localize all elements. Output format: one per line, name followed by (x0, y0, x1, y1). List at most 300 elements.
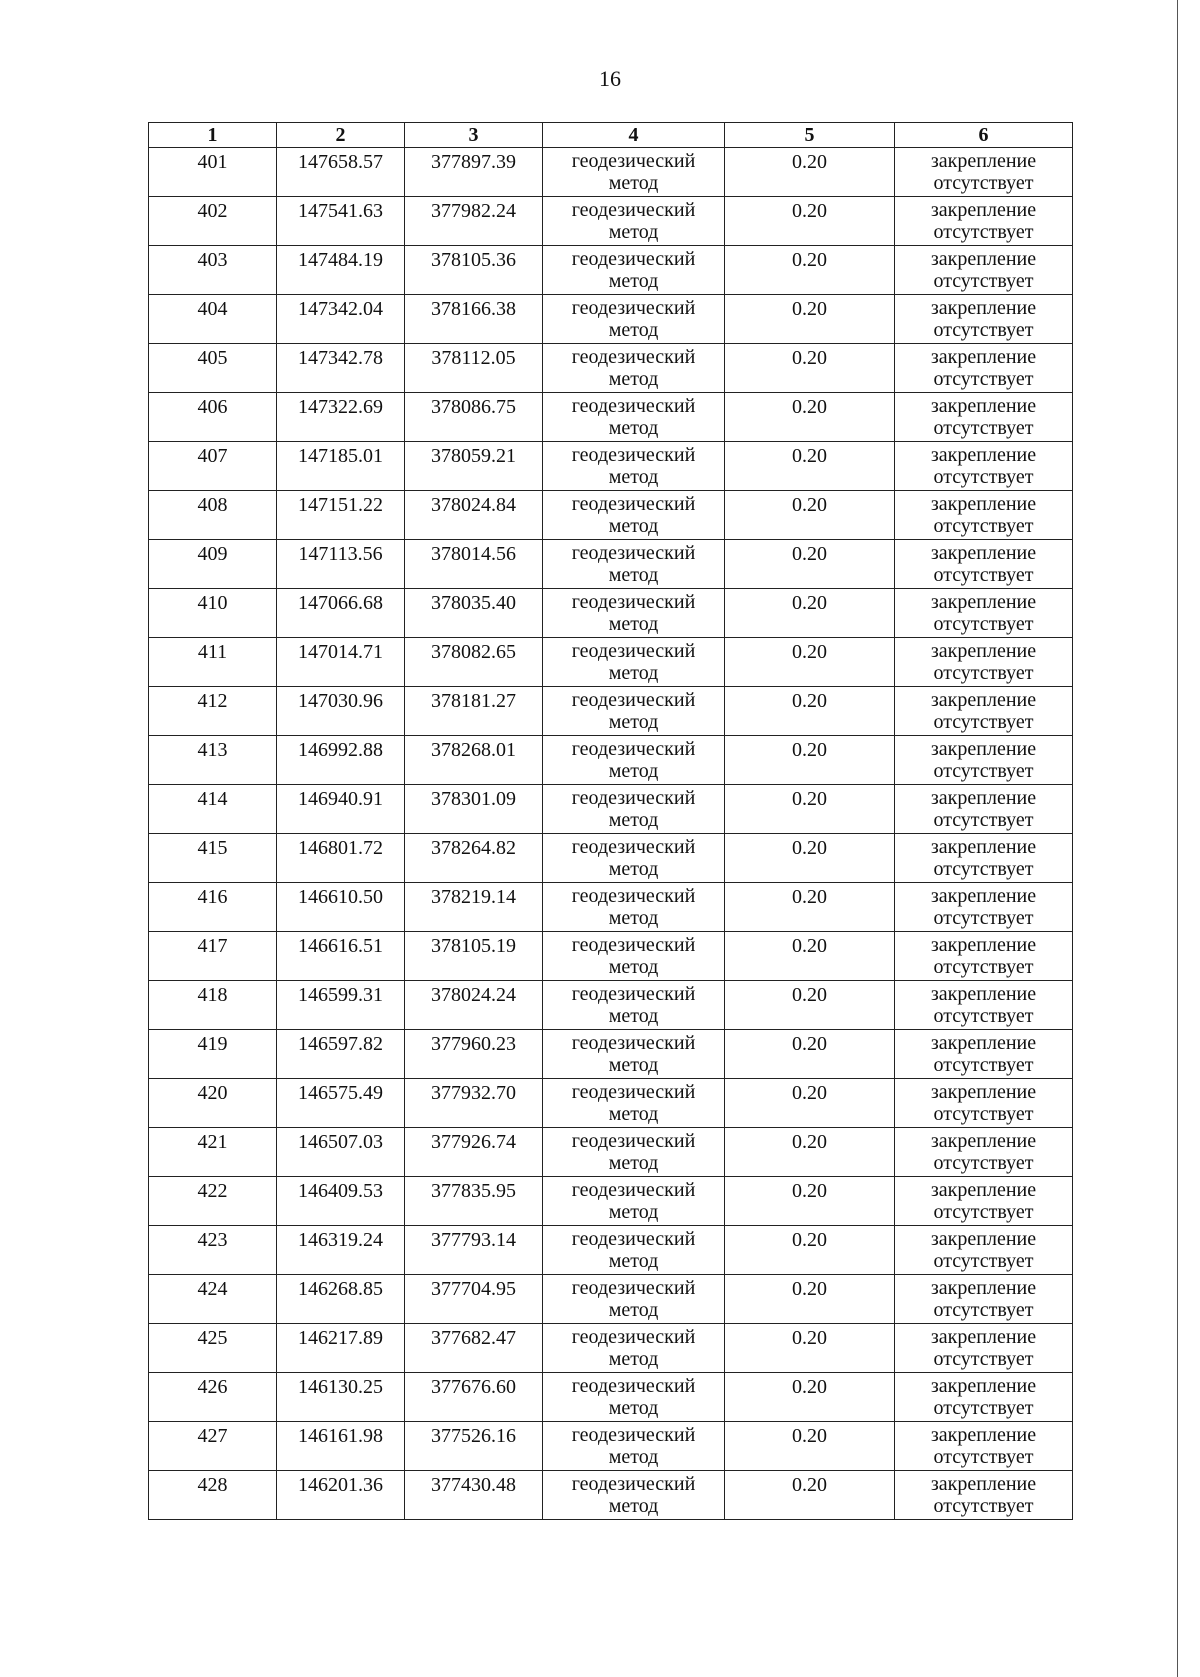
y-coordinate: 377704.95 (431, 1278, 516, 1300)
fixing-cell (895, 1079, 1073, 1128)
y-coordinate: 377932.70 (431, 1082, 516, 1104)
x-coordinate-cell (277, 197, 405, 246)
x-coordinate-cell (277, 1128, 405, 1177)
y-coordinate-cell (405, 638, 543, 687)
x-coordinate: 147113.56 (298, 543, 383, 565)
fixing-line-2: отсутствует (933, 1005, 1034, 1027)
method-line-2: метод (608, 1103, 659, 1125)
method-line-2: метод (608, 1348, 659, 1370)
accuracy-value: 0.20 (792, 886, 827, 908)
x-coordinate-cell (277, 1177, 405, 1226)
accuracy-value: 0.20 (792, 1180, 827, 1202)
x-coordinate-cell (277, 932, 405, 981)
point-number-cell (149, 785, 277, 834)
point-number-cell (149, 1128, 277, 1177)
fixing-line-1: закрепление (930, 1375, 1037, 1397)
table-row (149, 344, 1073, 393)
fixing-line-1: закрепление (930, 248, 1037, 270)
point-number-cell (149, 981, 277, 1030)
method-cell (543, 540, 725, 589)
y-coordinate-cell (405, 736, 543, 785)
accuracy-cell (725, 295, 895, 344)
fixing-cell (895, 1324, 1073, 1373)
x-coordinate-cell (277, 1275, 405, 1324)
x-coordinate-cell (277, 1373, 405, 1422)
method-line-1: геодезический (571, 885, 696, 907)
accuracy-cell (725, 638, 895, 687)
method-line-2: метод (608, 466, 659, 488)
point-number: 420 (197, 1082, 228, 1104)
column-header-6: 6 (895, 123, 1073, 148)
accuracy-value: 0.20 (792, 984, 827, 1006)
fixing-line-2: отсутствует (933, 319, 1034, 341)
method-line-2: метод (608, 1201, 659, 1223)
table-row (149, 1079, 1073, 1128)
method-cell (543, 1226, 725, 1275)
method-line-1: геодезический (571, 1130, 696, 1152)
x-coordinate: 147342.78 (298, 347, 383, 369)
method-line-1: геодезический (571, 934, 696, 956)
fixing-cell (895, 148, 1073, 197)
method-line-2: метод (608, 368, 659, 390)
x-coordinate: 146130.25 (298, 1376, 383, 1398)
x-coordinate: 146201.36 (298, 1474, 383, 1496)
y-coordinate: 378301.09 (431, 788, 516, 810)
y-coordinate-cell (405, 393, 543, 442)
x-coordinate: 146610.50 (298, 886, 383, 908)
fixing-cell (895, 442, 1073, 491)
method-line-2: метод (608, 956, 659, 978)
method-cell (543, 246, 725, 295)
point-number-cell (149, 197, 277, 246)
y-coordinate: 377682.47 (431, 1327, 516, 1349)
method-cell (543, 687, 725, 736)
method-line-2: метод (608, 760, 659, 782)
accuracy-value: 0.20 (792, 1131, 827, 1153)
point-number: 415 (197, 837, 228, 859)
table-row (149, 785, 1073, 834)
accuracy-cell (725, 1226, 895, 1275)
y-coordinate-cell (405, 246, 543, 295)
accuracy-value: 0.20 (792, 347, 827, 369)
accuracy-value: 0.20 (792, 200, 827, 222)
point-number: 423 (197, 1229, 228, 1251)
fixing-line-2: отсутствует (933, 809, 1034, 831)
accuracy-cell (725, 344, 895, 393)
method-line-1: геодезический (571, 493, 696, 515)
fixing-cell (895, 1275, 1073, 1324)
accuracy-value: 0.20 (792, 1033, 827, 1055)
y-coordinate-cell (405, 883, 543, 932)
fixing-cell (895, 540, 1073, 589)
table-row (149, 393, 1073, 442)
coordinates-table (148, 122, 1073, 1520)
x-coordinate-cell (277, 883, 405, 932)
column-header-2: 2 (277, 123, 405, 148)
accuracy-value: 0.20 (792, 739, 827, 761)
fixing-line-2: отсутствует (933, 1299, 1034, 1321)
fixing-line-2: отсутствует (933, 368, 1034, 390)
point-number: 403 (197, 249, 228, 271)
point-number-cell (149, 638, 277, 687)
point-number: 409 (197, 543, 228, 565)
point-number: 401 (197, 151, 228, 173)
point-number-cell (149, 344, 277, 393)
x-coordinate: 146409.53 (298, 1180, 383, 1202)
point-number-cell (149, 1471, 277, 1520)
column-header-5: 5 (725, 123, 895, 148)
x-coordinate-cell (277, 1226, 405, 1275)
fixing-line-2: отсутствует (933, 1054, 1034, 1076)
table-row (149, 295, 1073, 344)
y-coordinate: 377960.23 (431, 1033, 516, 1055)
y-coordinate-cell (405, 1030, 543, 1079)
table-row (149, 1275, 1073, 1324)
method-line-1: геодезический (571, 836, 696, 858)
accuracy-value: 0.20 (792, 445, 827, 467)
method-line-2: метод (608, 1299, 659, 1321)
accuracy-cell (725, 687, 895, 736)
table-row (149, 1128, 1073, 1177)
x-coordinate-cell (277, 687, 405, 736)
x-coordinate-cell (277, 834, 405, 883)
y-coordinate: 378014.56 (431, 543, 516, 565)
x-coordinate: 146268.85 (298, 1278, 383, 1300)
accuracy-cell (725, 589, 895, 638)
y-coordinate-cell (405, 491, 543, 540)
method-line-1: геодезический (571, 444, 696, 466)
y-coordinate-cell (405, 1128, 543, 1177)
fixing-line-1: закрепление (930, 1081, 1037, 1103)
fixing-line-2: отсутствует (933, 1201, 1034, 1223)
accuracy-cell (725, 883, 895, 932)
accuracy-value: 0.20 (792, 837, 827, 859)
x-coordinate-cell (277, 540, 405, 589)
table-row (149, 491, 1073, 540)
accuracy-value: 0.20 (792, 151, 827, 173)
y-coordinate: 378035.40 (431, 592, 516, 614)
accuracy-value: 0.20 (792, 396, 827, 418)
y-coordinate: 378086.75 (431, 396, 516, 418)
method-line-2: метод (608, 809, 659, 831)
y-coordinate: 378105.19 (431, 935, 516, 957)
fixing-cell (895, 883, 1073, 932)
fixing-cell (895, 393, 1073, 442)
fixing-line-1: закрепление (930, 836, 1037, 858)
x-coordinate: 147185.01 (298, 445, 383, 467)
x-coordinate: 146599.31 (298, 984, 383, 1006)
y-coordinate: 378024.24 (431, 984, 516, 1006)
x-coordinate-cell (277, 295, 405, 344)
x-coordinate: 146575.49 (298, 1082, 383, 1104)
method-line-2: метод (608, 564, 659, 586)
fixing-line-1: закрепление (930, 346, 1037, 368)
accuracy-cell (725, 148, 895, 197)
point-number: 406 (197, 396, 228, 418)
point-number-cell (149, 246, 277, 295)
y-coordinate: 378264.82 (431, 837, 516, 859)
fixing-cell (895, 1422, 1073, 1471)
method-line-1: геодезический (571, 1228, 696, 1250)
accuracy-cell (725, 1324, 895, 1373)
y-coordinate-cell (405, 148, 543, 197)
fixing-line-2: отсутствует (933, 1348, 1034, 1370)
table-row (149, 981, 1073, 1030)
fixing-line-1: закрепление (930, 983, 1037, 1005)
fixing-line-2: отсутствует (933, 662, 1034, 684)
fixing-line-1: закрепление (930, 199, 1037, 221)
fixing-line-2: отсутствует (933, 515, 1034, 537)
fixing-line-1: закрепление (930, 1032, 1037, 1054)
method-line-1: геодезический (571, 1179, 696, 1201)
point-number: 412 (197, 690, 228, 712)
accuracy-cell (725, 393, 895, 442)
accuracy-cell (725, 1177, 895, 1226)
fixing-cell (895, 785, 1073, 834)
method-line-2: метод (608, 858, 659, 880)
method-line-1: геодезический (571, 346, 696, 368)
accuracy-cell (725, 736, 895, 785)
fixing-line-2: отсутствует (933, 1250, 1034, 1272)
fixing-line-1: закрепление (930, 542, 1037, 564)
fixing-line-2: отсутствует (933, 1152, 1034, 1174)
y-coordinate: 377526.16 (431, 1425, 516, 1447)
point-number: 416 (197, 886, 228, 908)
page-edge-line (1177, 0, 1178, 1677)
y-coordinate-cell (405, 589, 543, 638)
point-number-cell (149, 1422, 277, 1471)
x-coordinate: 146507.03 (298, 1131, 383, 1153)
x-coordinate-cell (277, 1030, 405, 1079)
x-coordinate: 146161.98 (298, 1425, 383, 1447)
point-number: 418 (197, 984, 228, 1006)
accuracy-cell (725, 540, 895, 589)
fixing-cell (895, 981, 1073, 1030)
table-row (149, 1471, 1073, 1520)
fixing-line-1: закрепление (930, 934, 1037, 956)
y-coordinate-cell (405, 1177, 543, 1226)
fixing-cell (895, 1471, 1073, 1520)
fixing-line-1: закрепление (930, 297, 1037, 319)
point-number: 405 (197, 347, 228, 369)
method-cell (543, 1275, 725, 1324)
column-header-4: 4 (543, 123, 725, 148)
x-coordinate: 146217.89 (298, 1327, 383, 1349)
method-line-2: метод (608, 1054, 659, 1076)
x-coordinate: 146616.51 (298, 935, 383, 957)
point-number-cell (149, 736, 277, 785)
accuracy-value: 0.20 (792, 1082, 827, 1104)
y-coordinate-cell (405, 1373, 543, 1422)
y-coordinate: 377793.14 (431, 1229, 516, 1251)
table-row (149, 736, 1073, 785)
accuracy-cell (725, 785, 895, 834)
fixing-line-1: закрепление (930, 1179, 1037, 1201)
fixing-line-1: закрепление (930, 591, 1037, 613)
table-row (149, 1030, 1073, 1079)
x-coordinate: 147066.68 (298, 592, 383, 614)
table-row (149, 834, 1073, 883)
fixing-line-1: закрепление (930, 885, 1037, 907)
fixing-line-2: отсутствует (933, 564, 1034, 586)
x-coordinate: 147484.19 (298, 249, 383, 271)
y-coordinate: 378181.27 (431, 690, 516, 712)
fixing-cell (895, 1030, 1073, 1079)
method-cell (543, 393, 725, 442)
point-number-cell (149, 834, 277, 883)
method-line-1: геодезический (571, 248, 696, 270)
x-coordinate: 146992.88 (298, 739, 383, 761)
fixing-line-2: отсутствует (933, 956, 1034, 978)
y-coordinate: 377835.95 (431, 1180, 516, 1202)
method-line-1: геодезический (571, 395, 696, 417)
table-row (149, 589, 1073, 638)
accuracy-value: 0.20 (792, 788, 827, 810)
point-number-cell (149, 1226, 277, 1275)
y-coordinate: 378268.01 (431, 739, 516, 761)
accuracy-cell (725, 246, 895, 295)
method-line-1: геодезический (571, 689, 696, 711)
fixing-line-2: отсутствует (933, 1397, 1034, 1419)
method-line-2: метод (608, 1152, 659, 1174)
accuracy-cell (725, 197, 895, 246)
point-number: 426 (197, 1376, 228, 1398)
y-coordinate-cell (405, 540, 543, 589)
fixing-line-1: закрепление (930, 1277, 1037, 1299)
x-coordinate-cell (277, 246, 405, 295)
point-number-cell (149, 1177, 277, 1226)
accuracy-cell (725, 442, 895, 491)
fixing-cell (895, 589, 1073, 638)
fixing-cell (895, 344, 1073, 393)
method-cell (543, 932, 725, 981)
point-number-cell (149, 1030, 277, 1079)
method-line-2: метод (608, 172, 659, 194)
table-row (149, 1422, 1073, 1471)
method-line-1: геодезический (571, 738, 696, 760)
fixing-cell (895, 834, 1073, 883)
method-line-1: геодезический (571, 150, 696, 172)
table-row (149, 246, 1073, 295)
method-line-2: метод (608, 1250, 659, 1272)
method-cell (543, 736, 725, 785)
x-coordinate: 146597.82 (298, 1033, 383, 1055)
accuracy-value: 0.20 (792, 592, 827, 614)
method-line-2: метод (608, 221, 659, 243)
method-line-1: геодезический (571, 591, 696, 613)
x-coordinate-cell (277, 491, 405, 540)
fixing-line-1: закрепление (930, 689, 1037, 711)
point-number-cell (149, 442, 277, 491)
fixing-line-2: отсутствует (933, 711, 1034, 733)
y-coordinate-cell (405, 785, 543, 834)
fixing-line-1: закрепление (930, 395, 1037, 417)
point-number: 404 (197, 298, 228, 320)
x-coordinate-cell (277, 1422, 405, 1471)
accuracy-cell (725, 1471, 895, 1520)
x-coordinate-cell (277, 736, 405, 785)
table-row (149, 540, 1073, 589)
method-cell (543, 1128, 725, 1177)
fixing-line-2: отсутствует (933, 613, 1034, 635)
y-coordinate-cell (405, 1079, 543, 1128)
point-number: 422 (197, 1180, 228, 1202)
fixing-cell (895, 1128, 1073, 1177)
point-number: 402 (197, 200, 228, 222)
point-number: 424 (197, 1278, 228, 1300)
method-line-1: геодезический (571, 297, 696, 319)
x-coordinate-cell (277, 148, 405, 197)
method-cell (543, 1471, 725, 1520)
accuracy-cell (725, 1030, 895, 1079)
method-line-2: метод (608, 1446, 659, 1468)
y-coordinate: 378024.84 (431, 494, 516, 516)
fixing-line-1: закрепление (930, 738, 1037, 760)
table-row (149, 883, 1073, 932)
method-cell (543, 1324, 725, 1373)
table-row (149, 1373, 1073, 1422)
method-cell (543, 1422, 725, 1471)
point-number: 417 (197, 935, 228, 957)
x-coordinate-cell (277, 344, 405, 393)
table-row (149, 687, 1073, 736)
point-number-cell (149, 1275, 277, 1324)
method-line-1: геодезический (571, 199, 696, 221)
table-row (149, 638, 1073, 687)
x-coordinate: 147322.69 (298, 396, 383, 418)
x-coordinate-cell (277, 1079, 405, 1128)
y-coordinate: 378112.05 (431, 347, 516, 369)
fixing-line-1: закрепление (930, 787, 1037, 809)
accuracy-cell (725, 834, 895, 883)
accuracy-cell (725, 932, 895, 981)
fixing-line-2: отсутствует (933, 1495, 1034, 1517)
fixing-cell (895, 295, 1073, 344)
method-cell (543, 1373, 725, 1422)
y-coordinate: 378166.38 (431, 298, 516, 320)
accuracy-cell (725, 491, 895, 540)
point-number-cell (149, 540, 277, 589)
accuracy-value: 0.20 (792, 494, 827, 516)
y-coordinate-cell (405, 1275, 543, 1324)
fixing-cell (895, 246, 1073, 295)
method-line-2: метод (608, 270, 659, 292)
method-line-2: метод (608, 711, 659, 733)
column-header-3: 3 (405, 123, 543, 148)
accuracy-value: 0.20 (792, 1278, 827, 1300)
method-line-1: геодезический (571, 787, 696, 809)
method-line-1: геодезический (571, 1326, 696, 1348)
y-coordinate-cell (405, 1422, 543, 1471)
method-cell (543, 295, 725, 344)
x-coordinate: 147151.22 (298, 494, 383, 516)
point-number: 414 (197, 788, 228, 810)
fixing-cell (895, 491, 1073, 540)
method-cell (543, 883, 725, 932)
method-line-1: геодезический (571, 1473, 696, 1495)
y-coordinate: 377897.39 (431, 151, 516, 173)
point-number-cell (149, 393, 277, 442)
y-coordinate-cell (405, 1471, 543, 1520)
method-cell (543, 148, 725, 197)
method-line-2: метод (608, 515, 659, 537)
method-cell (543, 785, 725, 834)
x-coordinate: 147658.57 (298, 151, 383, 173)
point-number-cell (149, 687, 277, 736)
method-line-2: метод (608, 662, 659, 684)
y-coordinate-cell (405, 1324, 543, 1373)
point-number-cell (149, 1373, 277, 1422)
